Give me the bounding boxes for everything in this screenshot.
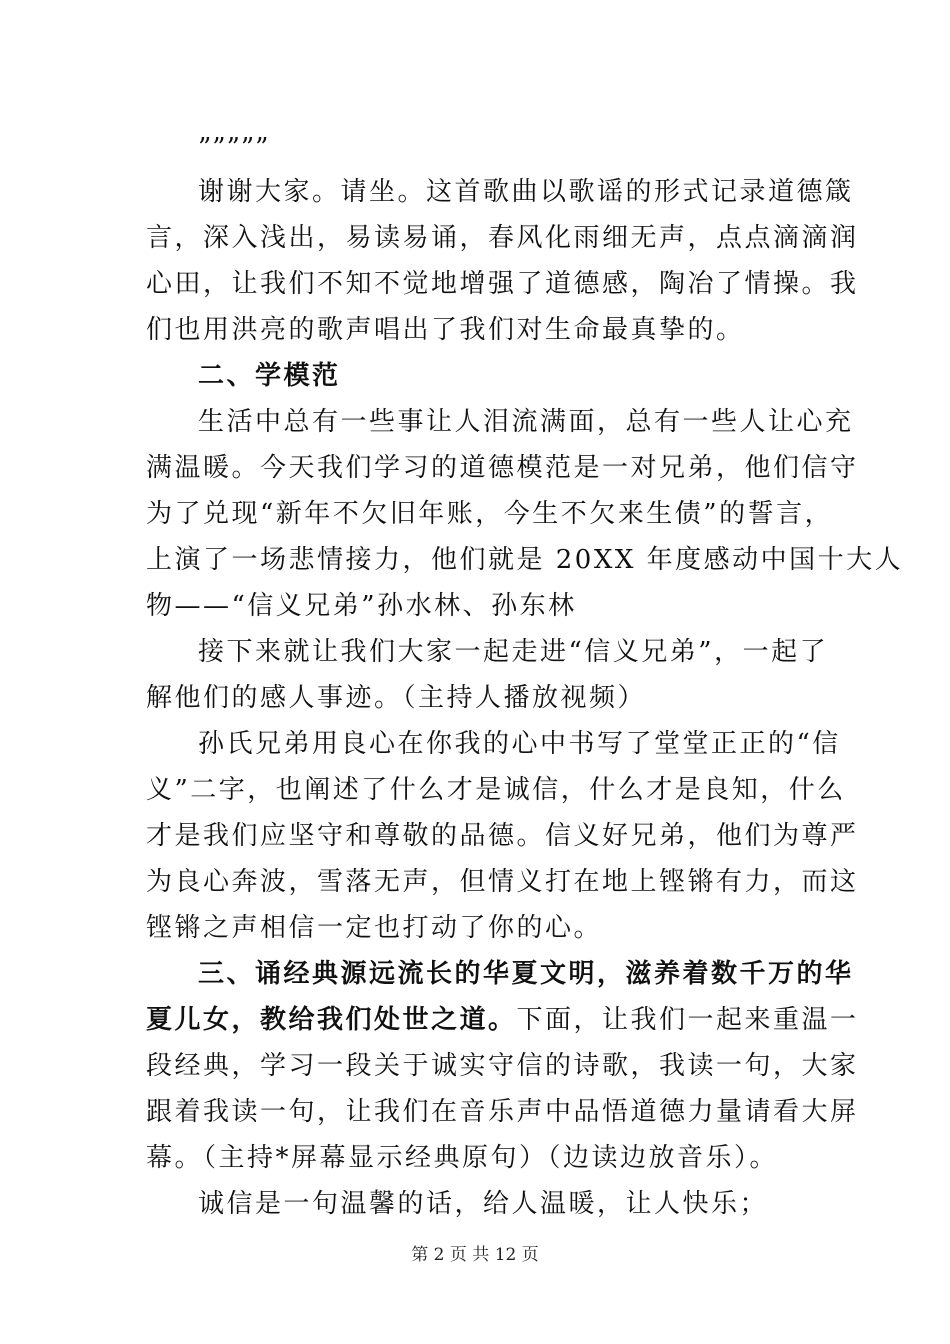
paragraph-line: 义”二字，也阐述了什么才是诚信，什么才是良知，什么 bbox=[146, 775, 846, 805]
section-heading: 二、学模范 bbox=[198, 361, 341, 391]
paragraph-line: 满温暖。今天我们学习的道德模范是一对兄弟，他们信守 bbox=[146, 453, 859, 483]
paragraph-line: 才是我们应坚守和尊敬的品德。信义好兄弟，他们为尊严 bbox=[146, 821, 859, 851]
paragraph-line: 言，深入浅出，易读易诵，春风化雨细无声，点点滴滴润 bbox=[146, 223, 859, 253]
page-footer: 第 2 页 共 12 页 bbox=[411, 1245, 539, 1265]
paragraph-line: 段经典，学习一段关于诚实守信的诗歌，我读一句，大家 bbox=[146, 1051, 859, 1081]
paragraph-line: 铿锵之声相信一定也打动了你的心。 bbox=[146, 913, 603, 943]
paragraph-line: 诚信是一句温馨的话，给人温暖，让人快乐； bbox=[198, 1189, 769, 1219]
paragraph-line: 谢谢大家。请坐。这首歌曲以歌谣的形式记录道德箴 bbox=[198, 177, 854, 207]
paragraph-line: 为良心奔波，雪落无声，但情义打在地上铿锵有力，而这 bbox=[146, 867, 859, 897]
paragraph-line: 接下来就让我们大家一起走进“信义兄弟”，一起了 bbox=[198, 637, 829, 667]
quote-marks: ””””” bbox=[198, 133, 270, 163]
paragraph-line: 物——“信义兄弟”孙水林、孙东林 bbox=[146, 591, 577, 621]
mixed-line bbox=[146, 1004, 859, 1036]
paragraph-line: 为了兑现“新年不欠旧年账，今生不欠来生债”的誓言， bbox=[146, 499, 834, 529]
paragraph-line: 幕。（主持*屏幕显示经典原句）（边读边放音乐）。 bbox=[146, 1143, 779, 1173]
paragraph-text: 下面，让我们一起来重温一 bbox=[516, 1005, 859, 1035]
section-heading: 三、诵经典源远流长的华夏文明，滋养着数千万的华 bbox=[198, 959, 854, 989]
paragraph-line: 孙氏兄弟用良心在你我的心中书写了堂堂正正的“信 bbox=[198, 729, 841, 759]
paragraph-line: 解他们的感人事迹。（主持人播放视频） bbox=[146, 683, 647, 713]
paragraph-line: 们也用洪亮的歌声唱出了我们对生命最真挚的。 bbox=[146, 315, 745, 345]
paragraph-line: 跟着我读一句，让我们在音乐声中品悟道德力量请看大屏 bbox=[146, 1097, 859, 1127]
paragraph-line: 上演了一场悲情接力，他们就是 20XX 年度感动中国十大人 bbox=[146, 545, 904, 575]
section-heading-tail: 夏儿女，教给我们处世之道。 bbox=[146, 1005, 517, 1035]
paragraph-line: 生活中总有一些事让人泪流满面，总有一些人让心充 bbox=[198, 407, 854, 437]
paragraph-line: 心田，让我们不知不觉地增强了道德感，陶冶了情操。我 bbox=[146, 269, 859, 299]
